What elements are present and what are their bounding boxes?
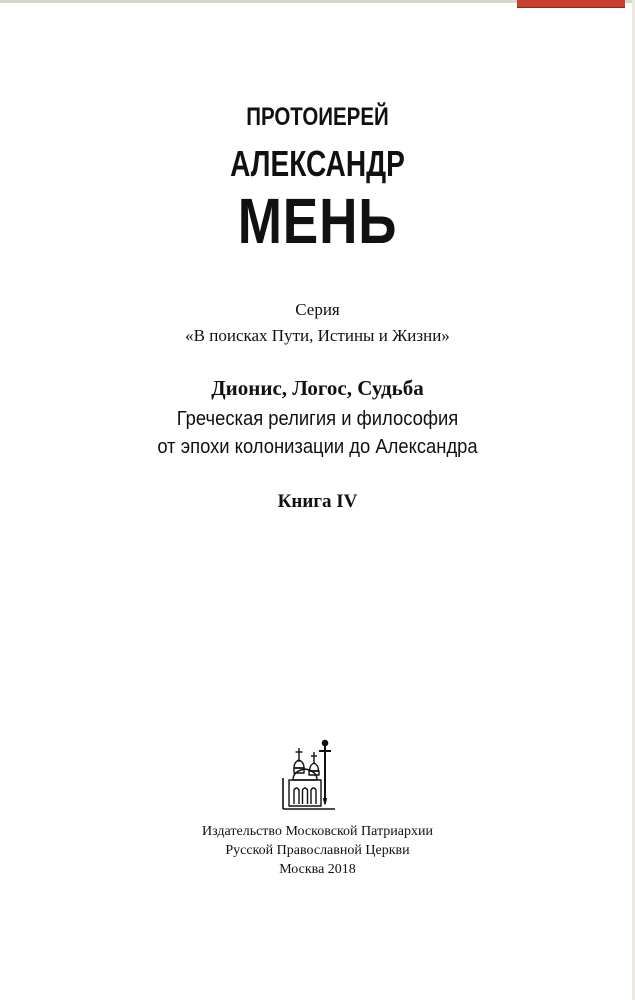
book-subtitle-line-2: от эпохи колонизации до Александра xyxy=(157,436,478,458)
publisher-line-2: Русской Православной Церкви xyxy=(225,843,410,858)
author-last-name: МЕНЬ xyxy=(237,185,398,257)
red-cover-corner xyxy=(517,0,625,8)
series-label: Серия xyxy=(295,300,340,319)
book-subtitle-line-1: Греческая религия и философия xyxy=(176,408,459,430)
author-rank: ПРОТОИЕРЕЙ xyxy=(246,103,389,131)
publisher-city-year: Москва 2018 xyxy=(279,862,356,877)
church-with-sword-icon xyxy=(280,738,338,814)
book-title: Дионис, Логос, Судьба xyxy=(211,376,424,400)
volume-number: Книга IV xyxy=(277,491,358,512)
author-first-name: АЛЕКСАНДР xyxy=(230,143,405,184)
series-name: «В поисках Пути, Истины и Жизни» xyxy=(185,326,450,345)
publisher-line-1: Издательство Московской Патриархии xyxy=(202,824,433,839)
